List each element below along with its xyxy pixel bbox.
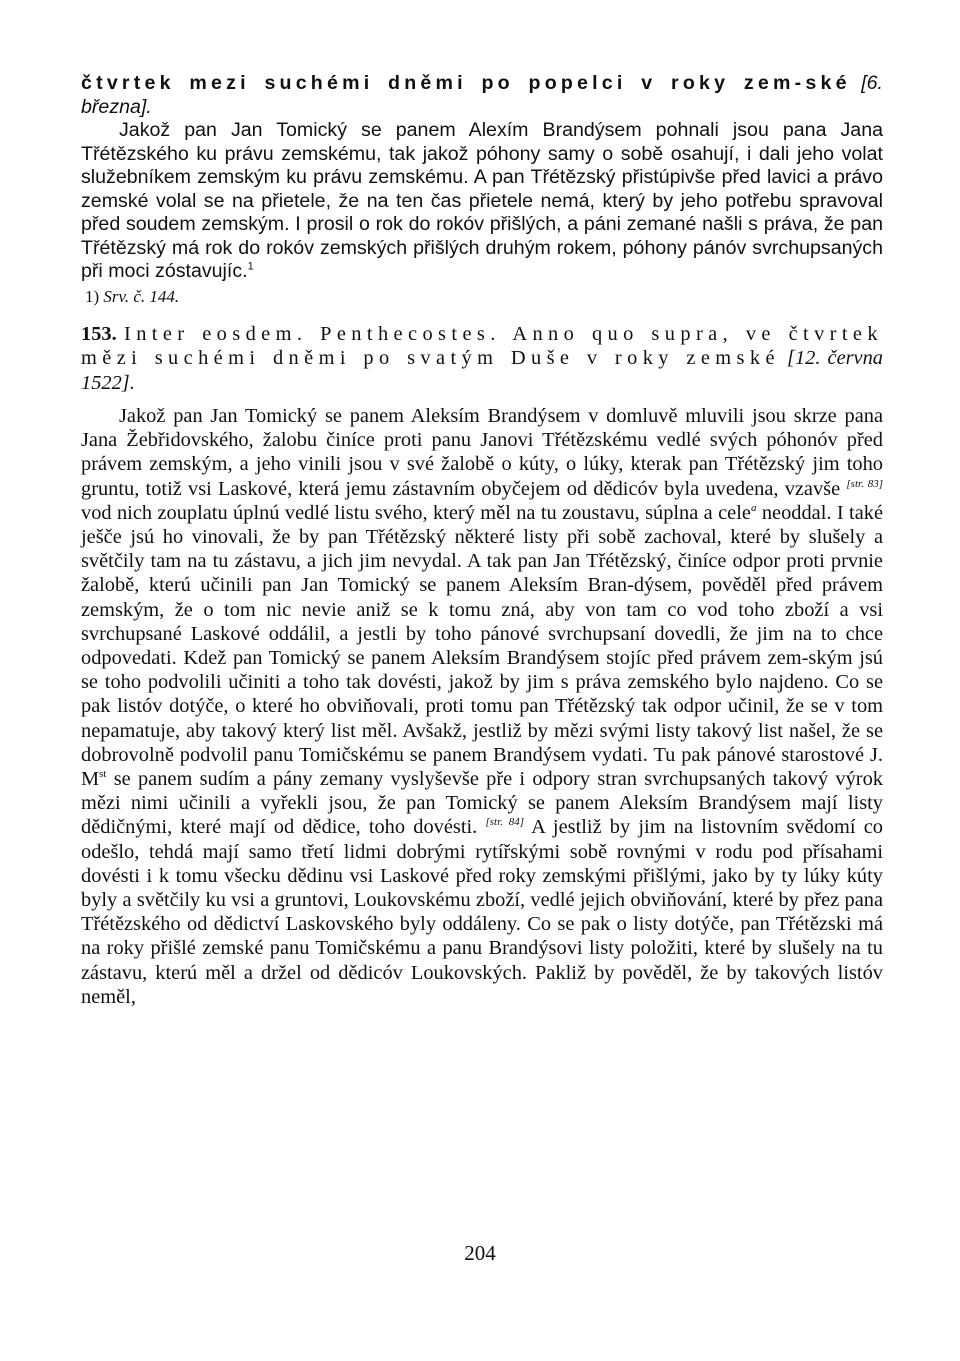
- section-number: 153.: [81, 322, 117, 345]
- entry-heading: [81, 72, 883, 119]
- section-heading: [81, 322, 883, 396]
- section-paragraph-part2: vod nich zouplatu úplnú vedlé listu svého, který měl na tu zoustavu, súplna a cele: [81, 501, 751, 524]
- section-paragraph-part1: Jakož pan Jan Tomický se panem Aleksím Brandýsem v domluvě mluvili jsou skrze pana Jana Žebřidovského, žalobu činíce proti panu Janovi Třétězskému vedlé svých póhonóv před právem zemským, a jeho vinili jsou v své žalobě o kúty, o lúky, kterak pan Třétězský jim toho gruntu, totiž vsi Laskové, která jemu zástavním obyčejem od dědicóv byla uvedena, vzavše: [81, 405, 883, 500]
- footnote: [85, 286, 883, 308]
- textual-note-marker: a: [750, 502, 757, 515]
- footnote-marker: 1: [247, 260, 254, 273]
- section-paragraph: [81, 404, 883, 1009]
- section-paragraph-part4: se panem sudím a pány zemany vyslyševše pře i odpory stran svrchupsaných takový výrok mězi nimi učinili a vyřekli jsou, že pan Tomický se panem Aleksím Brandýsem mají listy dědičnými, které mají od dědice, toho dovésti.: [81, 768, 883, 839]
- entry-heading-date-note: [6. března].: [81, 72, 883, 118]
- page-reference-83: [str. 83]: [846, 477, 883, 490]
- page-reference-84: [str. 84]: [485, 816, 525, 829]
- entry-heading-date-phrase: čtvrtek mezi suchémi dněmi po popelci v roky zem-ské: [81, 72, 851, 94]
- section-paragraph-part3: neoddal. I také ješče jsú ho vinovali, že by pan Třétězský některé listy při sobě zachoval, které by slušely a světčily tam na tu zástavu, a jich jim nevydal. A tak pan Jan Třétězský, činíce odpor proti prvnie žalobě, kterú učinili pan Jan Tomický se panem Aleksím Bran-dýsem, pověděl před právem zemským, že o tom nic nevie aniž se k tomu zná, aby von tam co vod toho zboží a vsi svrchupsané Laskové oddálil, a jestli by toho pánové svrchupsaní dovedli, že jim na to chce odpovedati. Kdež pan Tomický se panem Aleksím Brandýsem stojíc před právem zem-ským jsú se toho podvolili učiniti a toho tak dovésti, jakož by jim s práva zemského bylo najdeno. Co se pak listóv dotýče, o které ho obviňovali, proti tomu pan Třétězský tak odpor učinil, že se v tom nepamatuje, aby takový který list měl. Avšakž, jestliž by mězi svými listy takový list našel, že se dobrovolně podvolil panu Tomičskému se panem Brandýsem vydati. Tu pak pánové starostové J.: [81, 501, 883, 766]
- footnote-marker-label: 1): [85, 286, 100, 306]
- section-title: Inter eosdem. Penthecostes. Anno quo supra, ve čtvrtek mězi suchémi dněmi po svatým Duše v roky zemské: [81, 322, 883, 369]
- page-number: 204: [464, 1241, 496, 1265]
- section-paragraph-part5: A jestliž by jim na listovním svědomí co odešlo, tehdá mají samo třetí lidmi dobrými rytířskými sobě rovnými v rodu pod přísahami dovésti i k tomu všecku dědinu vsi Laskové před roky zemskými přišlými, jako by ty lúky kúty byly a světčily ku vsi a gruntovi, Loukovskému zboží, vedlé jejich obviňování, které by přez pana Třétězského od dědictví Laskovského byly oddáleny. Co se pak o listy dotýče, pan Třétězski má na roky přišlé zemské panu Tomičskému a panu Brandýsovi listy položiti, které by slušely na tu zástavu, kterú měl a držel od dědicóv Loukovských. Pakliž by pověděl, že by takových listóv neměl,: [81, 816, 883, 1008]
- abbreviation-mst: Mst: [81, 768, 107, 791]
- entry-paragraph-text: Jakož pan Jan Tomický se panem Alexím Brandýsem pohnali jsou pana Jana Třétězského ku právu zemskému, tak jakož póhony samy o sobě osahují, i dali jeho volat služebníkem zemským ku právu zemskému. A pan Třétězský přistúpivše před lavici a právo zemské volal se na přietele, že na ten čas přietele nemá, který by jeho potřebu spravoval před soudem zemským. I prosil o rok do rokóv přišlých, a páni zemané našli s práva, že pan Třétězský má rok do rokóv zemských přišlých druhým rokem, póhony pánóv svrchupsaných při moci zóstavujíc.: [81, 119, 883, 282]
- footnote-text: Srv. č. 144.: [103, 286, 180, 306]
- section-date-note: [12. června 1522].: [81, 347, 883, 394]
- document-page: [81, 72, 883, 1009]
- entry-paragraph: [81, 119, 883, 284]
